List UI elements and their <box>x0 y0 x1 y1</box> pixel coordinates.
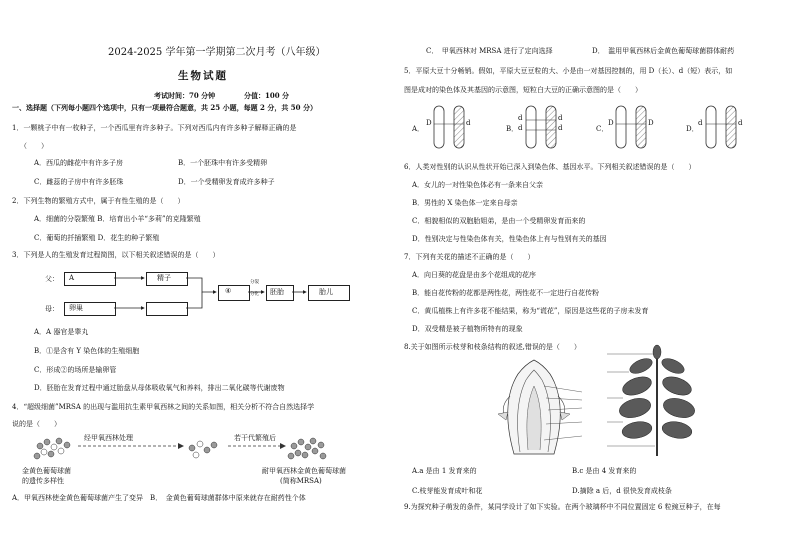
q2-option-cd: C．葡萄的扦插繁殖 D．花生的种子繁殖 <box>34 234 160 242</box>
q5-option-b: B． <box>506 125 519 133</box>
q1-stem: 1．一颗桃子中有一枚种子，一个西瓜里有许多种子。下列对西瓜内有许多种子解释正确的是 <box>12 124 297 132</box>
branch-diagram <box>599 342 709 458</box>
q8-option-c: C.枝芽能发育成叶和花 <box>412 487 483 495</box>
q7-stem: 7．下列有关花的描述不正确的是（ ） <box>404 253 535 261</box>
q4-option-d: D． 滥用甲氧西林后金黄色葡萄球菌群体耐药 <box>592 47 735 55</box>
gene-c-left: D <box>608 119 614 127</box>
exam-score: 分值：100 分 <box>244 91 290 100</box>
ovary-label: 卵巢 <box>69 304 83 312</box>
gene-d-left: d <box>698 119 703 127</box>
q5-option-d: D． <box>686 125 699 133</box>
chromosome-pairs <box>404 102 786 154</box>
q3-arrows <box>12 268 396 320</box>
gene-a-right: d <box>466 119 471 127</box>
q1-paren: （ ） <box>20 142 48 150</box>
q4-option-ab: A．甲氧西林使金黄色葡萄球菌产生了变异 B． 金黄色葡萄球菌群体中原来就存在耐药性个体 <box>12 494 306 502</box>
q8-stem: 8.关于如图所示枝芽和枝条结构的叙述,错误的是（ ） <box>404 343 581 351</box>
q8-option-d: D.摘除 a 后，d 很快发育成枝条 <box>572 487 672 495</box>
q3-option-b: B．①是含有 Y 染色体的生殖细胞 <box>34 347 140 355</box>
subject-title: 生物试题 <box>178 70 228 82</box>
gene-a-left: D <box>426 119 432 127</box>
q1-option-b: B．一个胚珠中有许多受精卵 <box>178 159 268 167</box>
q6-option-c: C．相貌相似的双胞胎姐弟，是由一个受精卵发育而来的 <box>412 217 586 225</box>
sperm-label: 精子 <box>157 274 171 282</box>
arrow-label-2: 若干代繁殖后 <box>234 434 276 442</box>
q1-option-c: C．雌蕊的子房中有许多胚珠 <box>34 178 124 186</box>
q6-option-b: B．男性的 X 染色体一定来自母亲 <box>412 199 518 207</box>
exam-title: 2024-2025 学年第一学期第二次月考（八年级） <box>108 47 326 58</box>
gene-b-left-2: d <box>518 124 523 132</box>
q6-stem: 6．人类对性别的认识从性状开始已深入到染色体、基因水平。下列相关叙述错误的是（ ） <box>404 163 696 171</box>
organ-a-label: A <box>69 274 75 282</box>
q3-option-a: A．A 器官是睾丸 <box>34 328 89 336</box>
q3-option-c: C．形成②的场所是输卵管 <box>34 366 117 374</box>
bud-diagram <box>484 356 584 456</box>
q7-option-a: A．向日葵的花盘是由多个花组成的花序 <box>412 271 537 279</box>
q2-option-ab: A．细菌的分裂繁殖 B．培育出小羊“多莉”的克隆繁殖 <box>34 215 201 223</box>
gene-b-left-1: d <box>518 114 523 122</box>
split-label: 分裂 <box>250 280 259 285</box>
q3-option-d: D．胚胎在发育过程中通过胎盘从母体吸收氧气和养料，排出二氧化碳等代谢废物 <box>34 384 285 392</box>
section-heading: 一、选择题（下列每小题四个选项中，只有一项最符合题意，共 25 小题，每题 2 分，共 50 分） <box>12 103 317 112</box>
left-caption-2: 的遗传多样性 <box>22 477 64 485</box>
mother-label: 母： <box>45 305 59 313</box>
gene-b-right-2: d <box>558 124 563 132</box>
gene-b-right-1: d <box>558 114 563 122</box>
fetus-label: 胎儿 <box>319 288 333 296</box>
q5-stem-2: 图是成对的染色体及其基因的示意图，短粒白大豆的正确示意图的是（ ） <box>404 86 642 94</box>
q7-option-d: D．双受精是被子植物所特有的现象 <box>412 325 523 333</box>
q5-stem: 5．平原大豆十分畅销。假如，平原大豆豆粒的大、小是由一对基因控制的，用 D（长）、d（短）表示，如 <box>404 67 733 75</box>
embryo-label: 胚胎 <box>270 288 284 296</box>
q1-option-d: D．一个受精卵发育成许多种子 <box>178 178 275 186</box>
q7-option-b: B．能自花传粉的花都是两性花，两性花不一定进行自花传粉 <box>412 289 600 297</box>
q8-option-b: B.c 是由 4 发育来的 <box>572 467 637 475</box>
q1-option-a: A．西瓜的雌花中有许多子房 <box>34 159 124 167</box>
q5-option-c: C． <box>596 125 609 133</box>
differentiate-label: 分化 <box>250 292 259 297</box>
zygote-label: ④ <box>225 287 232 295</box>
q3-stem: 3．下列是人的生殖发育过程简图，以下相关叙述错误的是（ ） <box>12 251 220 259</box>
father-label: 父： <box>45 275 59 283</box>
q2-stem: 2．下列生物的繁殖方式中，属于有性生殖的是（ ） <box>12 197 185 205</box>
right-caption-2: (简称MRSA) <box>280 477 322 485</box>
q7-option-c: C．黄瓜植株上有许多花不能结果，称为“谎花”，原因是这些花的子房未发育 <box>412 307 649 315</box>
q4-stem: 4．“超级细菌”MRSA 的出现与滥用抗生素甲氧西林之间的关系如图，相关分析不符合自然选择学 <box>12 403 315 411</box>
exam-time: 考试时间：70 分钟 <box>154 91 216 100</box>
q8-option-a: A.a 是由 1 发育来的 <box>412 467 477 475</box>
q9-stem: 9.为探究种子萌发的条件，某同学设计了如下实验。在两个玻璃杯中不同位置固定 6 粒豌豆种子，在每 <box>404 503 721 511</box>
right-caption-1: 耐甲氧西林金黄色葡萄球菌 <box>262 467 346 475</box>
q6-option-d: D．性别决定与性染色体有关，性染色体上有与性别有关的基因 <box>412 235 607 243</box>
q5-option-a: A． <box>412 125 425 133</box>
q4-option-c: C． 甲氧西林对 MRSA 进行了定向选择 <box>426 47 553 55</box>
left-caption-1: 金黄色葡萄球菌 <box>22 467 71 475</box>
gene-d-right: d <box>738 119 743 127</box>
q6-option-a: A．女儿的一对性染色体必有一条来自父亲 <box>412 181 544 189</box>
gene-c-right: D <box>648 119 654 127</box>
q4-stem-2: 说的是（ ） <box>12 420 61 428</box>
arrow-label-1: 经甲氧西林处理 <box>84 434 133 442</box>
